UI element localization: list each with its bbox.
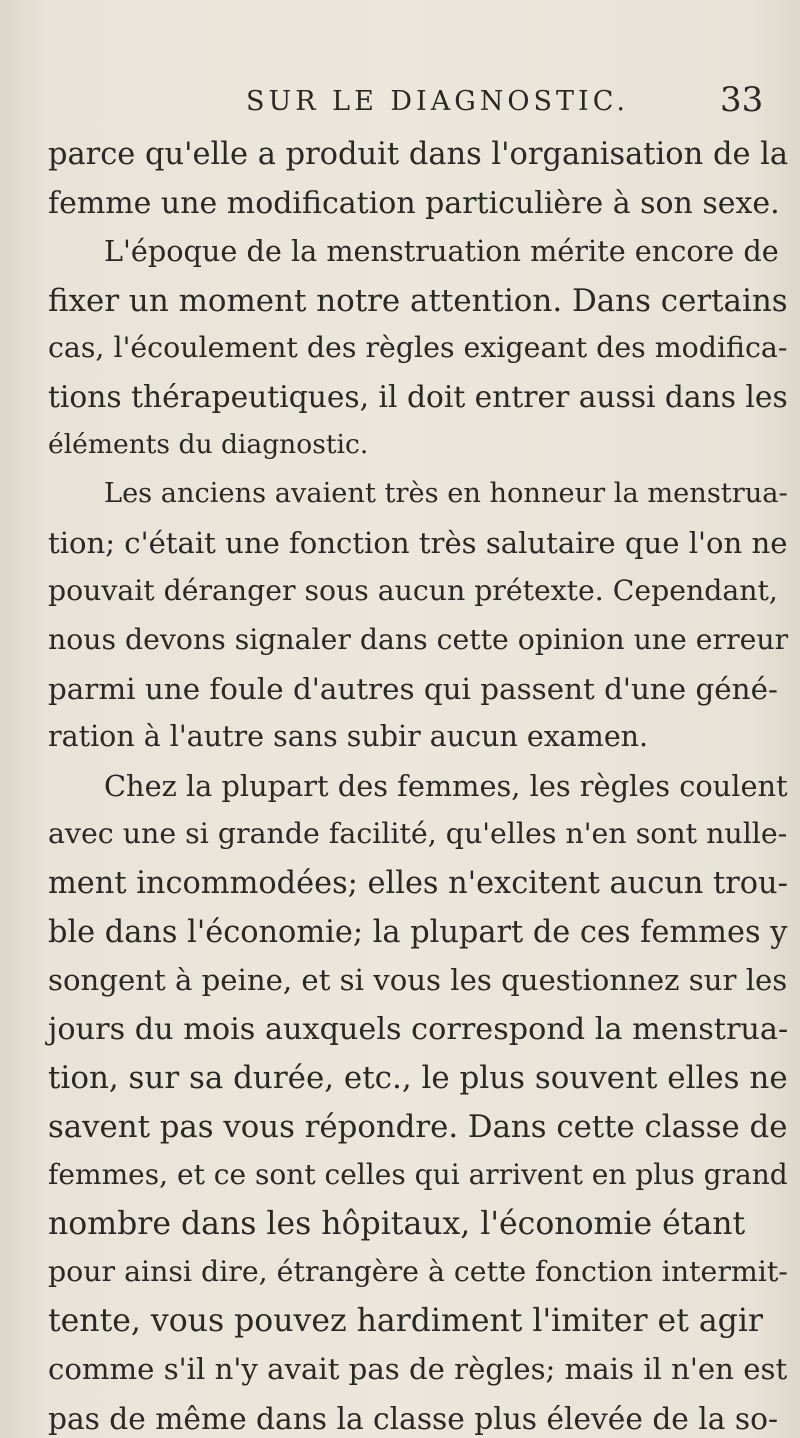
text-line: femmes, et ce sont celles qui arrivent en plus grand bbox=[48, 1157, 788, 1191]
text-line: pour ainsi dire, étrangère à cette fonction intermit- bbox=[48, 1254, 788, 1288]
text-line: nous devons signaler dans cette opinion une erreur bbox=[48, 623, 789, 656]
text-line: ration à l'autre sans subir aucun examen. bbox=[48, 720, 649, 754]
text-line: avec une si grande facilité, qu'elles n'en sont nulle- bbox=[48, 817, 788, 851]
text-line: Les anciens avaient très en honneur la menstrua- bbox=[104, 478, 788, 510]
text-line: pouvait déranger sous aucun prétexte. Cependant, bbox=[48, 574, 778, 608]
text-line: fixer un moment notre attention. Dans certains bbox=[48, 282, 788, 319]
text-line: tente, vous pouvez hardiment l'imiter et agir bbox=[48, 1303, 763, 1340]
text-line: ble dans l'économie; la plupart de ces femmes y bbox=[48, 914, 788, 950]
text-line: nombre dans les hôpitaux, l'économie étant bbox=[48, 1206, 746, 1243]
text-line: ment incommodées; elles n'excitent aucun trou- bbox=[48, 866, 788, 901]
text-line: savent pas vous répondre. Dans cette classe de bbox=[48, 1109, 788, 1145]
text-line: jours du mois auxquels correspond la menstrua- bbox=[48, 1011, 789, 1047]
text-line: pas de même dans la classe plus élevée de la so- bbox=[48, 1400, 778, 1436]
text-line: femme une modification particulière à son sexe. bbox=[48, 185, 780, 221]
text-line: tions thérapeutiques, il doit entrer aussi dans les bbox=[48, 380, 788, 415]
text-line: cas, l'écoulement des règles exigeant des modifica- bbox=[48, 331, 788, 365]
text-line: parmi une foule d'autres qui passent d'une géné- bbox=[48, 671, 778, 706]
text-line: songent à peine, et si vous les questionnez sur les bbox=[48, 963, 788, 998]
text-line: Chez la plupart des femmes, les règles coulent bbox=[104, 768, 788, 803]
text-line: comme s'il n'y avait pas de règles; mais il n'en est bbox=[48, 1352, 788, 1386]
text-line: tion, sur sa durée, etc., le plus souvent elles ne bbox=[48, 1060, 788, 1097]
page-number: 33 bbox=[720, 80, 764, 120]
text-line: parce qu'elle a produit dans l'organisation de la bbox=[48, 137, 789, 172]
text-line: éléments du diagnostic. bbox=[48, 428, 369, 460]
text-line: L'époque de la menstruation mérite encore de bbox=[104, 234, 779, 269]
running-title: SUR LE DIAGNOSTIC. bbox=[246, 86, 629, 117]
text-line: tion; c'était une fonction très salutaire que l'on ne bbox=[48, 525, 788, 560]
